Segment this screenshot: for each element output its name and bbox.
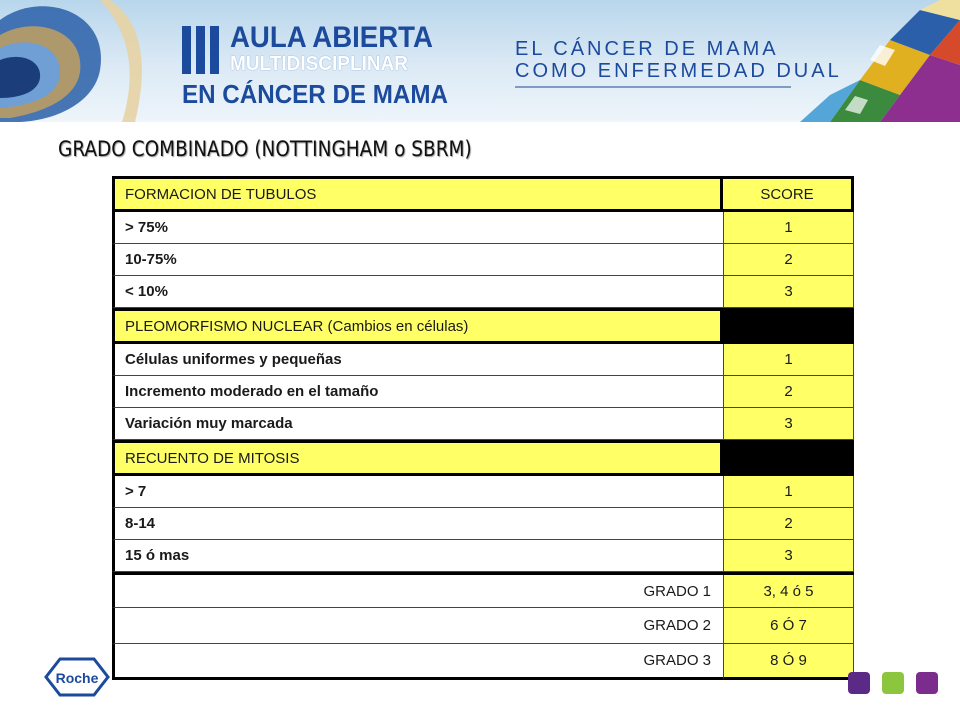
logo-line-3: EN CÁNCER DE MAMA	[182, 79, 448, 109]
green-square	[882, 672, 904, 694]
grade-row	[112, 608, 854, 644]
grade-label: GRADO 3	[112, 644, 723, 680]
grade-score: 3, 4 ó 5	[723, 575, 854, 608]
section-header: FORMACION DE TUBULOS	[112, 176, 723, 212]
row-score: 2	[723, 376, 854, 408]
table-row	[112, 476, 854, 508]
row-label: Incremento moderado en el tamaño	[112, 376, 723, 408]
banner-subtitle	[515, 38, 842, 88]
section-header: PLEOMORFISMO NUCLEAR (Cambios en células)	[112, 308, 723, 344]
subtitle-line-1: EL CÁNCER DE MAMA	[515, 38, 779, 60]
purple-square	[848, 672, 870, 694]
grade-label: GRADO 2	[112, 608, 723, 644]
score-header-blank	[723, 308, 854, 344]
table-row	[112, 540, 854, 572]
row-score: 3	[723, 276, 854, 308]
logo-line-1: AULA ABIERTA	[230, 21, 433, 54]
table-row	[112, 276, 854, 308]
row-score: 3	[723, 408, 854, 440]
violet-square	[916, 672, 938, 694]
row-label: > 75%	[112, 212, 723, 244]
section-header: RECUENTO DE MITOSIS	[112, 440, 723, 476]
section-header-row	[112, 440, 854, 476]
row-score: 1	[723, 344, 854, 376]
section-header-row	[112, 308, 854, 344]
roche-logo	[44, 657, 110, 697]
footer-color-dots	[848, 672, 938, 694]
grade-label: GRADO 1	[112, 575, 723, 608]
row-label: Variación muy marcada	[112, 408, 723, 440]
table-row	[112, 244, 854, 276]
row-score: 2	[723, 508, 854, 540]
row-score: 1	[723, 476, 854, 508]
table-row	[112, 344, 854, 376]
row-label: 8-14	[112, 508, 723, 540]
row-label: > 7	[112, 476, 723, 508]
row-label: < 10%	[112, 276, 723, 308]
table-row	[112, 376, 854, 408]
section-header-row	[112, 176, 854, 212]
table-row	[112, 408, 854, 440]
score-header-blank	[723, 440, 854, 476]
grade-score: 8 Ó 9	[723, 644, 854, 680]
row-score: 2	[723, 244, 854, 276]
header-banner	[0, 0, 960, 122]
table-row	[112, 212, 854, 244]
logo-line-2: MULTIDISCIPLINAR	[230, 53, 409, 75]
row-label: 15 ó mas	[112, 540, 723, 572]
grade-row	[112, 572, 854, 608]
grading-table	[112, 176, 854, 680]
score-header: SCORE	[723, 176, 854, 212]
event-logo	[182, 20, 448, 110]
page-title: GRADO COMBINADO (NOTTINGHAM o SBRM)	[58, 137, 472, 161]
grade-score: 6 Ó 7	[723, 608, 854, 644]
row-label: Células uniformes y pequeñas	[112, 344, 723, 376]
row-score: 3	[723, 540, 854, 572]
subtitle-rule	[515, 86, 791, 88]
subtitle-line-2: COMO ENFERMEDAD DUAL	[515, 60, 842, 82]
row-score: 1	[723, 212, 854, 244]
table-row	[112, 508, 854, 540]
roche-logo-text: Roche	[55, 670, 99, 686]
grade-row	[112, 644, 854, 680]
row-label: 10-75%	[112, 244, 723, 276]
